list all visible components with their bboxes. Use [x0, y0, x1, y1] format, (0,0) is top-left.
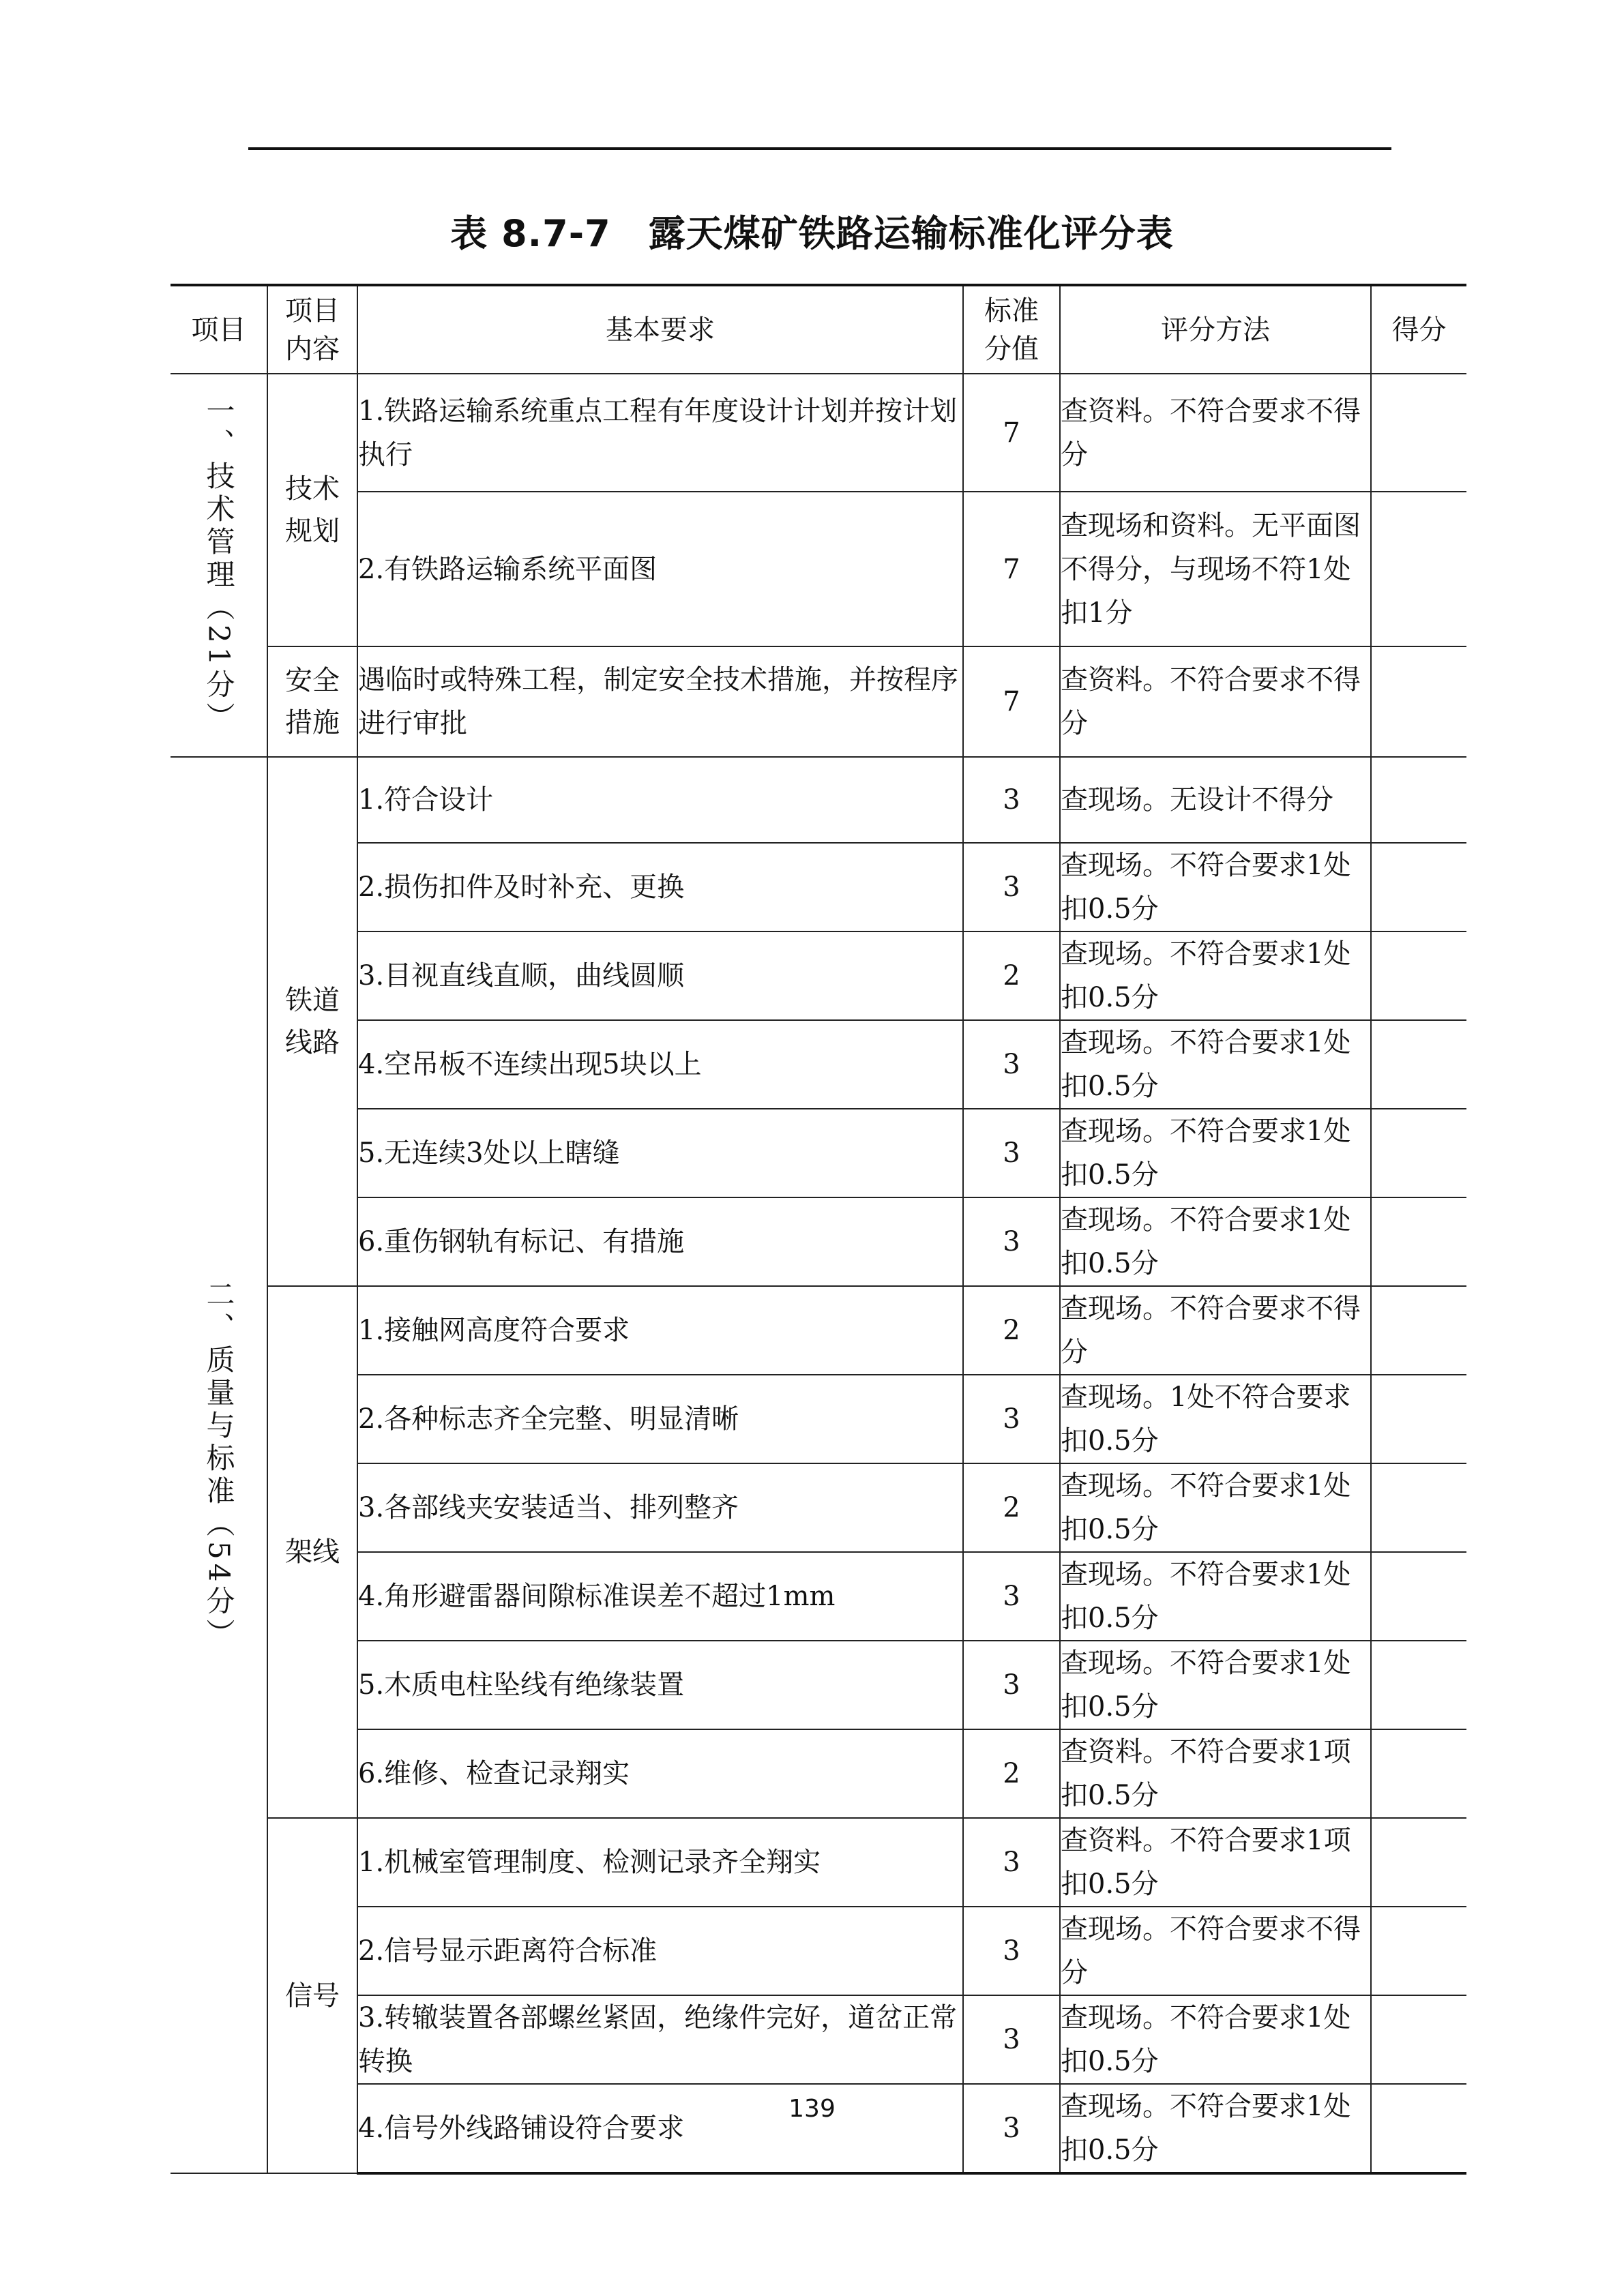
- table-row: [171, 843, 1466, 931]
- score-cell[interactable]: [1371, 1109, 1466, 1197]
- table-row: [171, 1907, 1466, 1995]
- score-cell[interactable]: [1371, 1641, 1466, 1729]
- score-cell[interactable]: [1371, 1552, 1466, 1641]
- requirement-cell: 2.损伤扣件及时补充、更换: [357, 843, 963, 931]
- method-cell: 查资料。不符合要求1项扣0.5分: [1060, 1818, 1371, 1907]
- header-content: 项目内容: [267, 285, 357, 374]
- score-cell[interactable]: [1371, 1995, 1466, 2084]
- table-row: [171, 374, 1466, 492]
- score-cell[interactable]: [1371, 1020, 1466, 1109]
- score-cell[interactable]: [1371, 757, 1466, 843]
- header-score: 得分: [1371, 285, 1466, 374]
- table-row: [171, 1109, 1466, 1197]
- requirement-cell: 3.各部线夹安装适当、排列整齐: [357, 1463, 963, 1552]
- method-cell: 查现场。不符合要求1处扣0.5分: [1060, 1995, 1371, 2084]
- group-tech-plan: 技术规划: [267, 374, 357, 646]
- points-cell: 2: [963, 1286, 1060, 1375]
- points-cell: 3: [963, 1907, 1060, 1995]
- method-cell: 查现场。不符合要求1处扣0.5分: [1060, 1197, 1371, 1286]
- group-signal: 信号: [267, 1818, 357, 2173]
- points-cell: 3: [963, 757, 1060, 843]
- points-cell: 3: [963, 1818, 1060, 1907]
- table-row: [171, 757, 1466, 843]
- table-row: [171, 1995, 1466, 2084]
- requirement-cell: 3.转辙装置各部螺丝紧固，绝缘件完好，道岔正常转换: [357, 1995, 963, 2084]
- requirement-cell: 2.有铁路运输系统平面图: [357, 492, 963, 646]
- method-cell: 查现场。不符合要求1处扣0.5分: [1060, 1109, 1371, 1197]
- requirement-cell: 1.机械室管理制度、检测记录齐全翔实: [357, 1818, 963, 1907]
- points-cell: 7: [963, 492, 1060, 646]
- points-cell: 2: [963, 931, 1060, 1020]
- score-cell[interactable]: [1371, 374, 1466, 492]
- points-cell: 2: [963, 1729, 1060, 1818]
- header-requirement: 基本要求: [357, 285, 963, 374]
- points-cell: 7: [963, 646, 1060, 757]
- table-row: [171, 1286, 1466, 1375]
- score-cell[interactable]: [1371, 1286, 1466, 1375]
- method-cell: 查现场。无设计不得分: [1060, 757, 1371, 843]
- points-cell: 2: [963, 1463, 1060, 1552]
- requirement-cell: 6.维修、检查记录翔实: [357, 1729, 963, 1818]
- points-cell: 3: [963, 843, 1060, 931]
- requirement-cell: 5.木质电柱坠线有绝缘装置: [357, 1641, 963, 1729]
- points-cell: 3: [963, 1375, 1060, 1463]
- table-title: 表 8.7-7 露天煤矿铁路运输标准化评分表: [450, 212, 1174, 255]
- method-cell: 查现场。不符合要求1处扣0.5分: [1060, 843, 1371, 931]
- points-cell: 7: [963, 374, 1060, 492]
- table-row: [171, 1375, 1466, 1463]
- table-row: [171, 1020, 1466, 1109]
- section1-label-cell: [171, 374, 267, 757]
- header-item: 项目: [171, 285, 267, 374]
- group-safety: 安全措施: [267, 646, 357, 757]
- requirement-cell: 6.重伤钢轨有标记、有措施: [357, 1197, 963, 1286]
- page-number: 139: [788, 2095, 836, 2123]
- score-cell[interactable]: [1371, 1818, 1466, 1907]
- points-cell: 3: [963, 1995, 1060, 2084]
- score-cell[interactable]: [1371, 843, 1466, 931]
- method-cell: 查资料。不符合要求不得分: [1060, 646, 1371, 757]
- method-cell: 查现场。不符合要求1处扣0.5分: [1060, 931, 1371, 1020]
- method-cell: 查资料。不符合要求1项扣0.5分: [1060, 1729, 1371, 1818]
- header-method: 评分方法: [1060, 285, 1371, 374]
- method-cell: 查现场和资料。无平面图不得分，与现场不符1处扣1分: [1060, 492, 1371, 646]
- scoring-table: [171, 284, 1466, 2175]
- section1-label: 一、技术管理（21分）: [202, 396, 236, 735]
- score-cell[interactable]: [1371, 931, 1466, 1020]
- method-cell: 查现场。1处不符合要求扣0.5分: [1060, 1375, 1371, 1463]
- score-cell[interactable]: [1371, 646, 1466, 757]
- method-cell: 查资料。不符合要求不得分: [1060, 374, 1371, 492]
- score-cell[interactable]: [1371, 1375, 1466, 1463]
- header-points: 标准分值: [963, 285, 1060, 374]
- top-rule: [248, 147, 1391, 150]
- requirement-cell: 3.目视直线直顺，曲线圆顺: [357, 931, 963, 1020]
- requirement-cell: 2.信号显示距离符合标准: [357, 1907, 963, 1995]
- section2-label: 二、质量与标准（54分）: [202, 1279, 236, 1652]
- table-row: [171, 1552, 1466, 1641]
- method-cell: 查现场。不符合要求1处扣0.5分: [1060, 1020, 1371, 1109]
- table-row: [171, 1197, 1466, 1286]
- table-row: [171, 931, 1466, 1020]
- points-cell: 3: [963, 1197, 1060, 1286]
- requirement-cell: 4.空吊板不连续出现5块以上: [357, 1020, 963, 1109]
- requirement-cell: 2.各种标志齐全完整、明显清晰: [357, 1375, 963, 1463]
- method-cell: 查现场。不符合要求1处扣0.5分: [1060, 1463, 1371, 1552]
- points-cell: 3: [963, 1552, 1060, 1641]
- group-track: 铁道线路: [267, 757, 357, 1286]
- table-row: [171, 492, 1466, 646]
- requirement-cell: 遇临时或特殊工程，制定安全技术措施，并按程序进行审批: [357, 646, 963, 757]
- points-cell: 3: [963, 1109, 1060, 1197]
- score-cell[interactable]: [1371, 1729, 1466, 1818]
- requirement-cell: 1.接触网高度符合要求: [357, 1286, 963, 1375]
- score-cell[interactable]: [1371, 1197, 1466, 1286]
- table-row: [171, 1818, 1466, 1907]
- method-cell: 查现场。不符合要求1处扣0.5分: [1060, 1641, 1371, 1729]
- header-row: [171, 285, 1466, 374]
- requirement-cell: 4.信号外线路铺设符合要求: [357, 2084, 963, 2173]
- table-row: [171, 1641, 1466, 1729]
- group-overhead: 架线: [267, 1286, 357, 1818]
- method-cell: 查现场。不符合要求不得分: [1060, 1286, 1371, 1375]
- points-cell: 3: [963, 1641, 1060, 1729]
- section2-label-cell: [171, 757, 267, 2173]
- method-cell: 查现场。不符合要求不得分: [1060, 1907, 1371, 1995]
- method-cell: 查现场。不符合要求1处扣0.5分: [1060, 2084, 1371, 2173]
- score-cell[interactable]: [1371, 492, 1466, 646]
- score-cell[interactable]: [1371, 1463, 1466, 1552]
- method-cell: 查现场。不符合要求1处扣0.5分: [1060, 1552, 1371, 1641]
- points-cell: 3: [963, 2084, 1060, 2173]
- requirement-cell: 4.角形避雷器间隙标准误差不超过1mm: [357, 1552, 963, 1641]
- requirement-cell: 1.铁路运输系统重点工程有年度设计计划并按计划执行: [357, 374, 963, 492]
- score-cell[interactable]: [1371, 1907, 1466, 1995]
- points-cell: 3: [963, 1020, 1060, 1109]
- table-row: [171, 646, 1466, 757]
- table-row: [171, 1729, 1466, 1818]
- table-row: [171, 1463, 1466, 1552]
- requirement-cell: 5.无连续3处以上瞎缝: [357, 1109, 963, 1197]
- requirement-cell: 1.符合设计: [357, 757, 963, 843]
